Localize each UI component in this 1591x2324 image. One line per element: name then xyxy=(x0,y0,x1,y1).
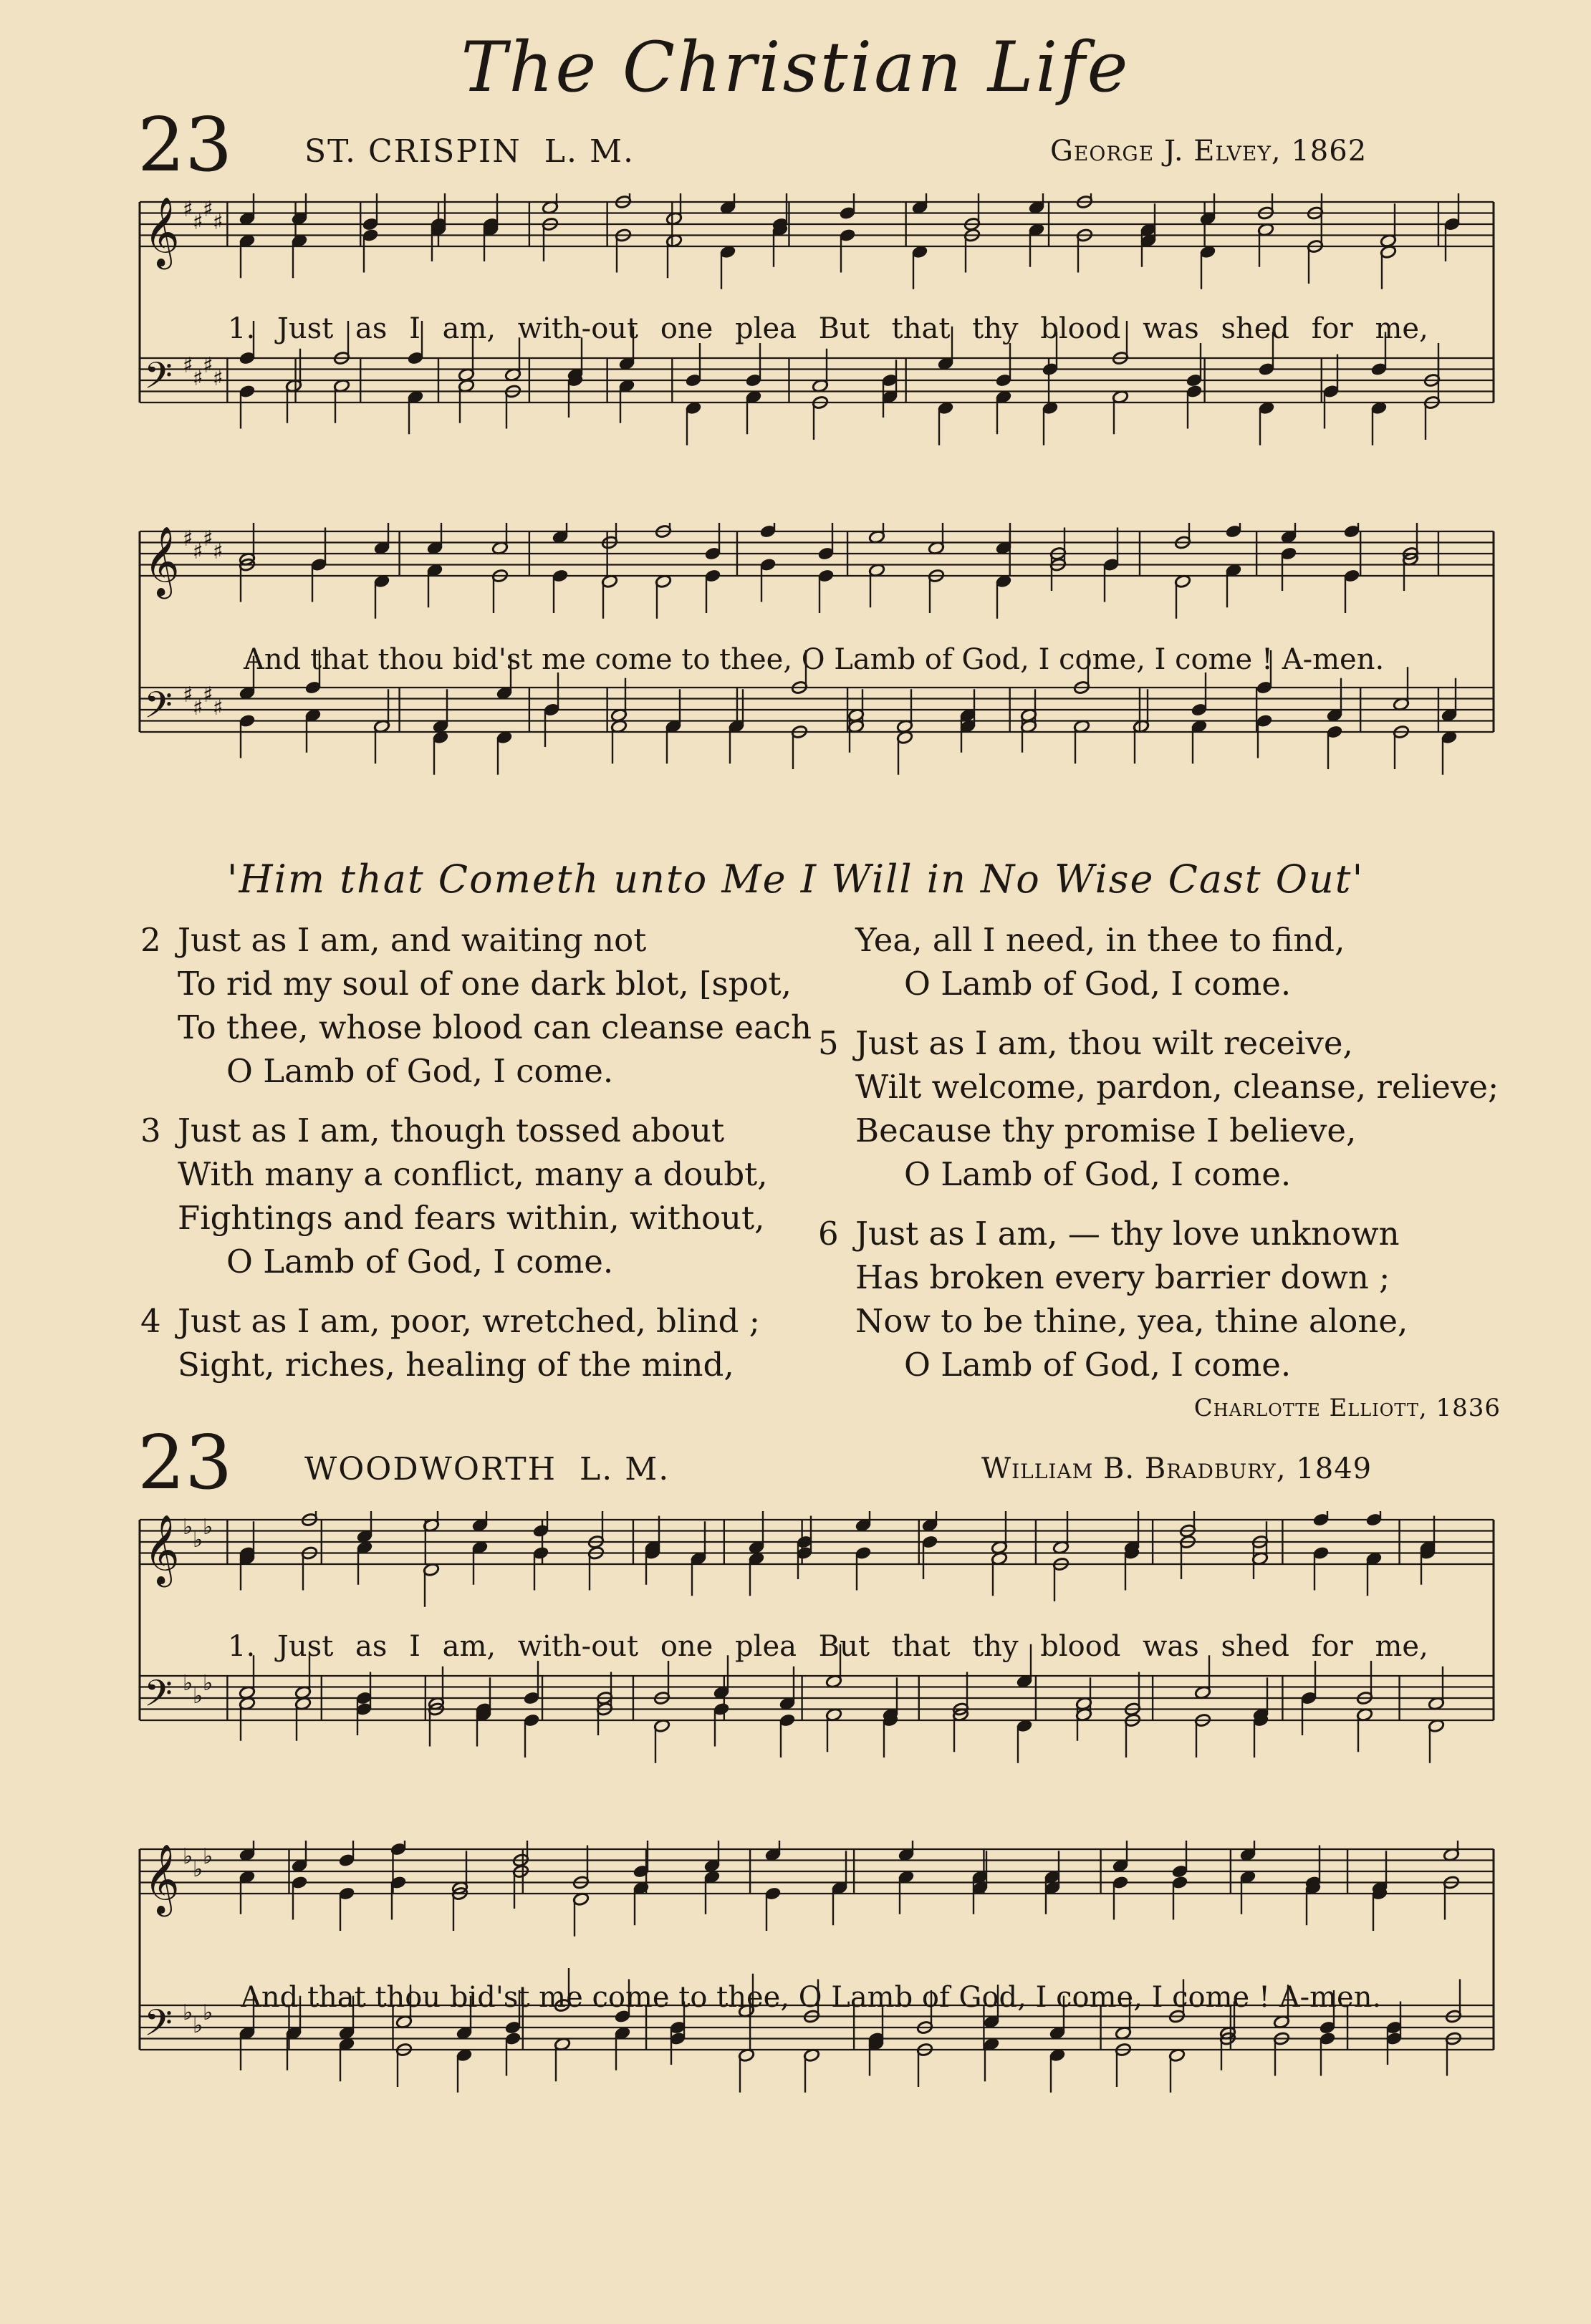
treble-staff xyxy=(140,1511,1494,1607)
sharp-icon: ♯ xyxy=(203,353,213,378)
composer: George J. Elvey, 1862 xyxy=(1050,135,1368,168)
treble-clef-icon: 𝄞 xyxy=(144,196,180,266)
hymn-number: 23 xyxy=(138,1419,233,1506)
sharp-icon: ♯ xyxy=(213,539,223,564)
flat-icon: ♭ xyxy=(203,1671,213,1696)
flat-icon: ♭ xyxy=(193,2013,203,2038)
hymn-subtitle: 'Him that Cometh unto Me I Will in No Wise Cast Out' xyxy=(226,857,1365,902)
treble-clef-icon: 𝄞 xyxy=(144,1514,180,1584)
verses-right-column xyxy=(818,918,1499,1402)
stanza: 2 Just as I am, and waiting not To rid my soul of one dark blot, [spot, To thee, whose blood can cleanse each O Lamb of God, I come. xyxy=(140,921,812,1090)
sharp-icon: ♯ xyxy=(193,366,203,391)
sharp-icon: ♯ xyxy=(193,539,203,564)
sharp-icon: ♯ xyxy=(183,526,193,551)
sharp-icon: ♯ xyxy=(213,210,223,235)
flat-icon: ♭ xyxy=(193,1684,203,1709)
treble-staff xyxy=(140,193,1494,289)
flat-icon: ♭ xyxy=(183,1515,193,1540)
bass-clef-icon: 𝄢 xyxy=(144,354,173,406)
flat-icon: ♭ xyxy=(203,2000,213,2025)
flat-icon: ♭ xyxy=(183,1671,193,1696)
lyric-line: And that thou bid'st me come to thee, O Lamb of God, I come, I come ! A-men. xyxy=(244,643,1385,676)
sharp-icon: ♯ xyxy=(183,683,193,708)
bass-clef-icon: 𝄢 xyxy=(144,683,173,736)
flat-icon: ♭ xyxy=(183,1844,193,1869)
sharp-icon: ♯ xyxy=(193,695,203,720)
treble-clef-icon: 𝄞 xyxy=(144,526,180,596)
treble-clef-icon: 𝄞 xyxy=(144,1843,180,1914)
tune-name: ST. CRISPIN L. M. xyxy=(304,133,635,170)
lyric-line: 1. Just as I am, with-out one plea But that thy blood was shed for me, xyxy=(228,312,1428,345)
sharp-icon: ♯ xyxy=(183,353,193,378)
page-title: The Christian Life xyxy=(461,27,1130,107)
flat-icon: ♭ xyxy=(183,2000,193,2025)
treble-staff xyxy=(140,523,1494,619)
flat-icon: ♭ xyxy=(203,1515,213,1540)
sharp-icon: ♯ xyxy=(203,683,213,708)
composer: William B. Bradbury, 1849 xyxy=(981,1452,1373,1485)
flat-icon: ♭ xyxy=(203,1844,213,1869)
sharp-icon: ♯ xyxy=(203,526,213,551)
flat-icon: ♭ xyxy=(193,1857,203,1882)
sharp-icon: ♯ xyxy=(213,695,223,720)
stanza: Yea, all I need, in thee to find, O Lamb of God, I come. xyxy=(855,921,1345,1003)
bass-clef-icon: 𝄢 xyxy=(144,1672,173,1724)
tune-name: WOODWORTH L. M. xyxy=(304,1451,670,1488)
hymn-author: Charlotte Elliott, 1836 xyxy=(1193,1394,1501,1422)
treble-staff xyxy=(140,1841,1494,1937)
lyric-line: And that thou bid'st me come to thee, O Lamb of God, I come, I come ! A-men. xyxy=(241,1981,1382,2014)
verses-left-column xyxy=(140,918,812,1402)
stanza: 6 Just as I am, — thy love unknown Has broken every barrier down ; Now to be thine, yea, thine alone, O Lamb of God, I come. xyxy=(818,1215,1408,1384)
bass-clef-icon: 𝄢 xyxy=(144,2001,173,2053)
lyric-line: 1. Just as I am, with-out one plea But that thy blood was shed for me, xyxy=(228,1630,1428,1663)
sharp-icon: ♯ xyxy=(193,210,203,235)
stanza: 3 Just as I am, though tossed about With many a conflict, many a doubt, Fightings and fears within, without, O Lamb of God, I come. xyxy=(140,1112,768,1281)
stanza: 4 Just as I am, poor, wretched, blind ; Sight, riches, healing of the mind, xyxy=(140,1302,760,1384)
flat-icon: ♭ xyxy=(193,1528,203,1553)
hymn-number: 23 xyxy=(138,101,233,188)
sharp-icon: ♯ xyxy=(213,366,223,391)
stanza: 5 Just as I am, thou wilt receive, Wilt welcome, pardon, cleanse, relieve; Because thy promise I believe, O Lamb of God, I come. xyxy=(818,1024,1499,1193)
sharp-icon: ♯ xyxy=(203,197,213,222)
sharp-icon: ♯ xyxy=(183,197,193,222)
